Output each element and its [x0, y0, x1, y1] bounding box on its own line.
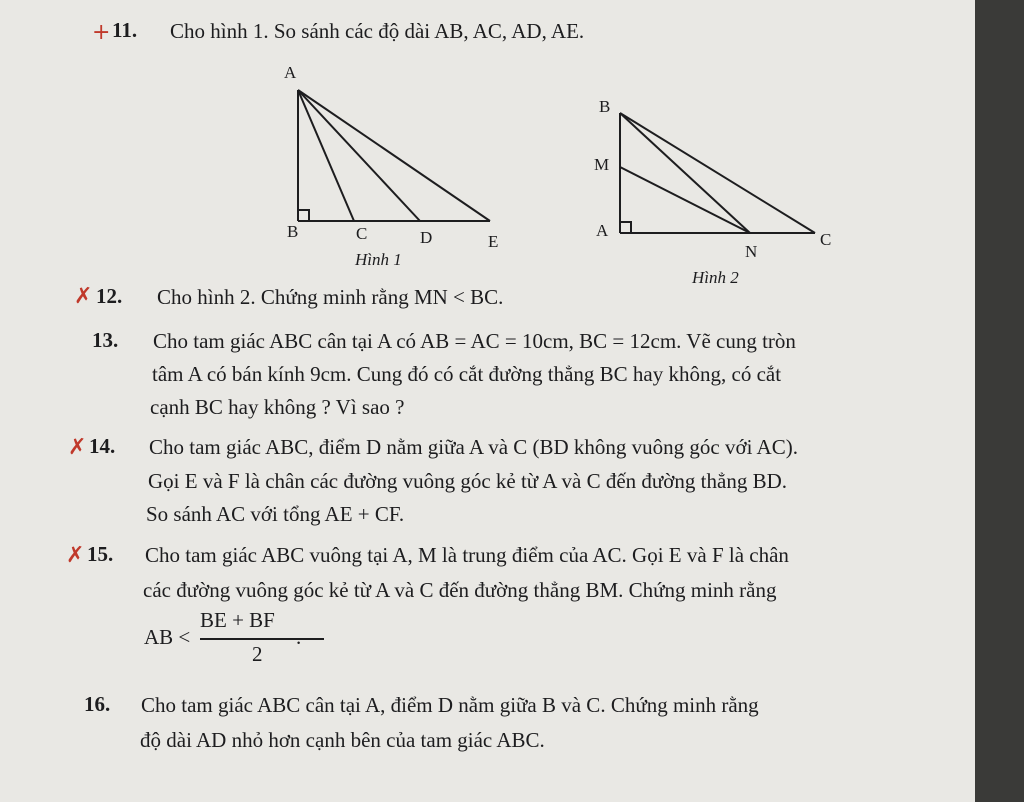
- problem-14-line-3: So sánh AC với tổng AE + CF.: [146, 502, 405, 526]
- problem-13-number: 13.: [92, 328, 119, 352]
- problem-16-line-2: độ dài AD nhỏ hơn cạnh bên của tam giác ABC.: [140, 728, 545, 752]
- handwritten-mark-12: ✗: [74, 284, 93, 309]
- problem-15-formula-lhs: AB <: [144, 625, 191, 649]
- problem-15-line-1: Cho tam giác ABC vuông tại A, M là trung điểm của AC. Gọi E và F là chân: [145, 543, 789, 567]
- figure-2-caption: Hình 2: [692, 268, 739, 287]
- fig2-label-M: M: [594, 155, 610, 174]
- fraction-numerator: BE + BF: [200, 608, 275, 632]
- handwritten-mark-15: ✗: [66, 543, 85, 568]
- problem-11-number: 11.: [112, 18, 138, 42]
- segment-BC: [620, 113, 815, 233]
- fig1-label-C: C: [356, 224, 368, 243]
- problem-11-text: Cho hình 1. So sánh các độ dài AB, AC, AD, AE.: [170, 19, 585, 43]
- problem-16-number: 16.: [84, 692, 111, 716]
- fraction-bar: [200, 638, 324, 640]
- problem-15-formula-end: .: [296, 625, 302, 649]
- problem-13-line-3: cạnh BC hay không ? Vì sao ?: [150, 395, 405, 419]
- problem-14-line-1: Cho tam giác ABC, điểm D nằm giữa A và C (BD không vuông góc với AC).: [149, 435, 798, 459]
- problem-14-line-2: Gọi E và F là chân các đường vuông góc kẻ từ A và C đến đường thẳng BD.: [148, 469, 787, 493]
- problem-16-line-1: Cho tam giác ABC cân tại A, điểm D nằm giữa B và C. Chứng minh rằng: [141, 693, 759, 717]
- problem-15-fraction: [200, 608, 330, 678]
- handwritten-mark-14: ✗: [68, 435, 87, 460]
- problem-14-number: 14.: [89, 434, 116, 458]
- segment-MN: [620, 167, 750, 233]
- figure-1-caption: Hình 1: [355, 250, 402, 269]
- segment-AD: [298, 90, 420, 221]
- fig1-label-B: B: [287, 222, 299, 241]
- page-edge-shadow: [975, 0, 1024, 802]
- problem-15-line-2: các đường vuông góc kẻ từ A và C đến đường thẳng BM. Chứng minh rằng: [143, 578, 777, 602]
- figure-1-diagram: [280, 80, 510, 250]
- problem-13-line-1: Cho tam giác ABC cân tại A có AB = AC = 10cm, BC = 12cm. Vẽ cung tròn: [153, 329, 796, 353]
- fig1-label-D: D: [420, 228, 433, 247]
- segment-BN: [620, 113, 750, 233]
- fig2-label-N: N: [745, 242, 758, 261]
- handwritten-mark-11: +: [92, 20, 111, 45]
- fig2-label-A: A: [596, 221, 609, 240]
- problem-13-line-2: tâm A có bán kính 9cm. Cung đó có cắt đường thẳng BC hay không, có cắt: [152, 362, 782, 386]
- fig1-label-A: A: [284, 63, 297, 82]
- figure-2-diagram: [610, 105, 830, 245]
- fig1-label-E: E: [488, 232, 499, 251]
- right-angle-marker: [620, 222, 631, 233]
- fraction-denominator: 2: [252, 642, 263, 666]
- right-angle-marker: [298, 210, 309, 221]
- problem-12-text: Cho hình 2. Chứng minh rằng MN < BC.: [157, 285, 504, 309]
- fig2-label-B: B: [599, 97, 611, 116]
- fig2-label-C: C: [820, 230, 832, 249]
- problem-12-number: 12.: [96, 284, 123, 308]
- problem-15-number: 15.: [87, 542, 114, 566]
